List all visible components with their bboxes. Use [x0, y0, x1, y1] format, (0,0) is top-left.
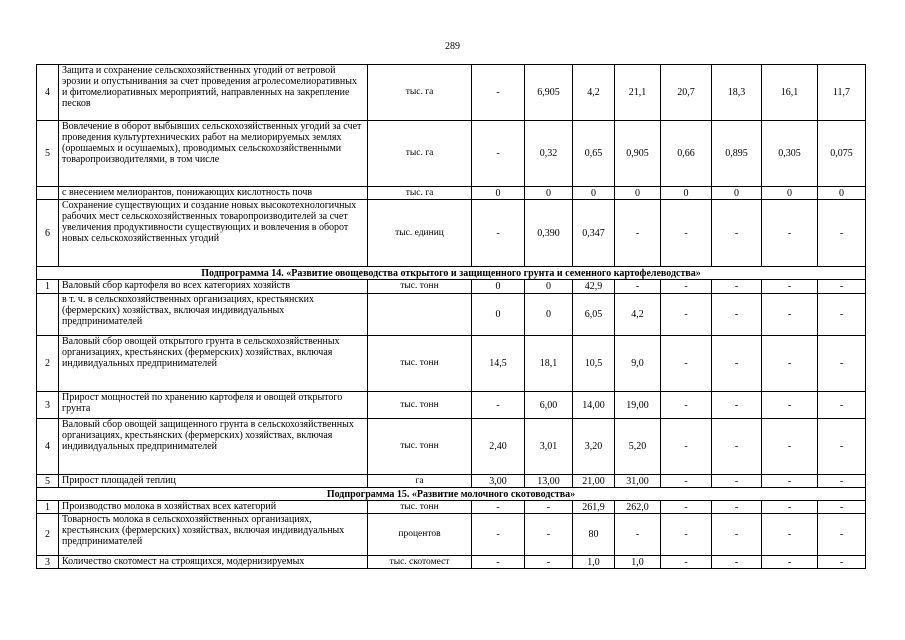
value-cell: 0: [472, 187, 525, 200]
value-cell: 11,7: [818, 65, 866, 121]
unit-cell: тыс. тонн: [368, 336, 472, 392]
value-cell: -: [661, 475, 712, 488]
value-cell: -: [661, 556, 712, 569]
value-cell: -: [818, 501, 866, 514]
value-cell: -: [712, 200, 762, 267]
value-cell: -: [762, 556, 818, 569]
unit-cell: тыс. тонн: [368, 280, 472, 294]
indicator-description: Защита и сохранение сельскохозяйственных угодий от ветровой эрозии и опустынивания за счет проведения агролесомелиоративных и фитомелиоративных мероприятий, направленных на закрепление песков: [59, 65, 368, 121]
value-cell: 14,5: [472, 336, 525, 392]
value-cell: 80: [573, 514, 615, 556]
value-cell: -: [762, 419, 818, 475]
unit-cell: тыс. тонн: [368, 419, 472, 475]
row-number: 3: [37, 392, 59, 419]
indicator-description: Производство молока в хозяйствах всех категорий: [59, 501, 368, 514]
value-cell: 0: [762, 187, 818, 200]
value-cell: -: [712, 280, 762, 294]
unit-cell: тыс. га: [368, 65, 472, 121]
row-number: 5: [37, 475, 59, 488]
table-row: [37, 556, 866, 569]
row-number: [37, 187, 59, 200]
value-cell: -: [661, 280, 712, 294]
subprogram-header-row: [37, 488, 866, 501]
value-cell: 0: [525, 294, 573, 336]
unit-cell: тыс. га: [368, 187, 472, 200]
value-cell: -: [818, 514, 866, 556]
value-cell: -: [661, 200, 712, 267]
row-number: [37, 294, 59, 336]
value-cell: 21,00: [573, 475, 615, 488]
unit-cell: тыс. скотомест: [368, 556, 472, 569]
value-cell: 31,00: [615, 475, 661, 488]
table-row: [37, 514, 866, 556]
value-cell: 14,00: [573, 392, 615, 419]
value-cell: -: [472, 556, 525, 569]
unit-cell: тыс. единиц: [368, 200, 472, 267]
value-cell: 0: [615, 187, 661, 200]
indicator-description: Валовый сбор овощей открытого грунта в сельскохозяйственных организациях, крестьянских (фермерских) хозяйствах, включая индивидуальных предпринимателей: [59, 336, 368, 392]
subprogram-header-row: [37, 267, 866, 280]
value-cell: -: [472, 121, 525, 187]
value-cell: 3,01: [525, 419, 573, 475]
value-cell: 0: [525, 280, 573, 294]
unit-cell: га: [368, 475, 472, 488]
unit-cell: тыс. тонн: [368, 392, 472, 419]
value-cell: -: [762, 501, 818, 514]
value-cell: -: [762, 336, 818, 392]
value-cell: 6,905: [525, 65, 573, 121]
value-cell: -: [712, 556, 762, 569]
value-cell: 0: [472, 294, 525, 336]
value-cell: 1,0: [615, 556, 661, 569]
value-cell: -: [762, 475, 818, 488]
value-cell: -: [472, 65, 525, 121]
table-row: [37, 392, 866, 419]
value-cell: 261,9: [573, 501, 615, 514]
unit-cell: процентов: [368, 514, 472, 556]
value-cell: -: [762, 392, 818, 419]
table-row: [37, 419, 866, 475]
unit-cell: тыс. га: [368, 121, 472, 187]
unit-cell: тыс. тонн: [368, 501, 472, 514]
value-cell: -: [472, 501, 525, 514]
value-cell: 3,20: [573, 419, 615, 475]
value-cell: 0: [525, 187, 573, 200]
indicator-description: Валовый сбор овощей защищенного грунта в сельскохозяйственных организациях, крестьянских (фермерских) хозяйствах, включая индивидуальных предпринимателей: [59, 419, 368, 475]
value-cell: -: [712, 514, 762, 556]
indicator-description: Товарность молока в сельскохозяйственных организациях, крестьянских (фермерских) хозяйствах, включая индивидуальных предпринимателей: [59, 514, 368, 556]
value-cell: 0,347: [573, 200, 615, 267]
table-body: [37, 65, 866, 569]
value-cell: -: [661, 336, 712, 392]
page-number: 289: [445, 41, 460, 52]
value-cell: 19,00: [615, 392, 661, 419]
row-number: 4: [37, 65, 59, 121]
value-cell: 0: [573, 187, 615, 200]
value-cell: 0: [661, 187, 712, 200]
value-cell: -: [712, 419, 762, 475]
row-number: 6: [37, 200, 59, 267]
value-cell: 10,5: [573, 336, 615, 392]
row-number: 2: [37, 336, 59, 392]
value-cell: -: [818, 280, 866, 294]
value-cell: -: [661, 514, 712, 556]
value-cell: -: [661, 501, 712, 514]
value-cell: -: [818, 200, 866, 267]
value-cell: -: [818, 294, 866, 336]
indicator-description: с внесением мелиорантов, понижающих кислотность почв: [59, 187, 368, 200]
value-cell: 0,66: [661, 121, 712, 187]
value-cell: -: [712, 294, 762, 336]
indicator-description: Сохранение существующих и создание новых высокотехнологичных рабочих мест сельскохозяйственных товаропроизводителей за счет увеличения продуктивности существующих и вовлечения в оборот новых сельскохозяйственных угодий: [59, 200, 368, 267]
value-cell: 5,20: [615, 419, 661, 475]
table-row: [37, 200, 866, 267]
value-cell: -: [712, 475, 762, 488]
value-cell: 6,05: [573, 294, 615, 336]
value-cell: 6,00: [525, 392, 573, 419]
value-cell: -: [818, 336, 866, 392]
value-cell: -: [818, 556, 866, 569]
value-cell: 0,905: [615, 121, 661, 187]
value-cell: -: [615, 200, 661, 267]
value-cell: -: [762, 200, 818, 267]
indicator-description: Прирост мощностей по хранению картофеля и овощей открытого грунта: [59, 392, 368, 419]
indicator-description: в т. ч. в сельскохозяйственных организациях, крестьянских (фермерских) хозяйствах, включая индивидуальных предпринимателей: [59, 294, 368, 336]
indicator-description: Количество скотомест на строящихся, модернизируемых: [59, 556, 368, 569]
value-cell: 18,1: [525, 336, 573, 392]
value-cell: -: [525, 501, 573, 514]
value-cell: -: [818, 392, 866, 419]
value-cell: -: [472, 392, 525, 419]
value-cell: 0: [818, 187, 866, 200]
indicators-table: [36, 64, 866, 569]
value-cell: -: [525, 556, 573, 569]
value-cell: 42,9: [573, 280, 615, 294]
value-cell: 0: [712, 187, 762, 200]
value-cell: 0,305: [762, 121, 818, 187]
row-number: 1: [37, 501, 59, 514]
value-cell: -: [661, 392, 712, 419]
table-row: [37, 280, 866, 294]
table-row: [37, 475, 866, 488]
value-cell: -: [818, 419, 866, 475]
table-row: [37, 121, 866, 187]
value-cell: 18,3: [712, 65, 762, 121]
value-cell: 21,1: [615, 65, 661, 121]
table-row: [37, 294, 866, 336]
value-cell: -: [712, 501, 762, 514]
value-cell: 1,0: [573, 556, 615, 569]
value-cell: 0,65: [573, 121, 615, 187]
value-cell: -: [818, 475, 866, 488]
value-cell: -: [712, 392, 762, 419]
value-cell: 16,1: [762, 65, 818, 121]
value-cell: 4,2: [615, 294, 661, 336]
row-number: 2: [37, 514, 59, 556]
row-number: 1: [37, 280, 59, 294]
value-cell: -: [615, 514, 661, 556]
value-cell: 13,00: [525, 475, 573, 488]
table-row: [37, 336, 866, 392]
indicator-description: Вовлечение в оборот выбывших сельскохозяйственных угодий за счет проведения культуртехнических работ на мелиорируемых землях (орошаемых и осушаемых), проводимых сельскохозяйственными товаропроизводителями, в том числе: [59, 121, 368, 187]
value-cell: 3,00: [472, 475, 525, 488]
table-row: [37, 501, 866, 514]
value-cell: -: [762, 294, 818, 336]
indicator-description: Валовый сбор картофеля во всех категориях хозяйств: [59, 280, 368, 294]
table-row: [37, 187, 866, 200]
value-cell: 4,2: [573, 65, 615, 121]
value-cell: 0,32: [525, 121, 573, 187]
value-cell: -: [661, 419, 712, 475]
value-cell: 0,075: [818, 121, 866, 187]
value-cell: -: [762, 280, 818, 294]
row-number: 4: [37, 419, 59, 475]
value-cell: 20,7: [661, 65, 712, 121]
value-cell: -: [472, 514, 525, 556]
subprogram-title: Подпрограмма 15. «Развитие молочного скотоводства»: [37, 488, 866, 501]
value-cell: 2,40: [472, 419, 525, 475]
value-cell: -: [615, 280, 661, 294]
value-cell: 0: [472, 280, 525, 294]
value-cell: -: [762, 514, 818, 556]
value-cell: 0,390: [525, 200, 573, 267]
table-row: [37, 65, 866, 121]
value-cell: -: [525, 514, 573, 556]
row-number: 3: [37, 556, 59, 569]
value-cell: -: [661, 294, 712, 336]
unit-cell: [368, 294, 472, 336]
indicator-description: Прирост площадей теплиц: [59, 475, 368, 488]
row-number: 5: [37, 121, 59, 187]
subprogram-title: Подпрограмма 14. «Развитие овощеводства открытого и защищенного грунта и семенного картофелеводства»: [37, 267, 866, 280]
value-cell: 9,0: [615, 336, 661, 392]
value-cell: 0,895: [712, 121, 762, 187]
value-cell: -: [712, 336, 762, 392]
value-cell: 262,0: [615, 501, 661, 514]
value-cell: -: [472, 200, 525, 267]
